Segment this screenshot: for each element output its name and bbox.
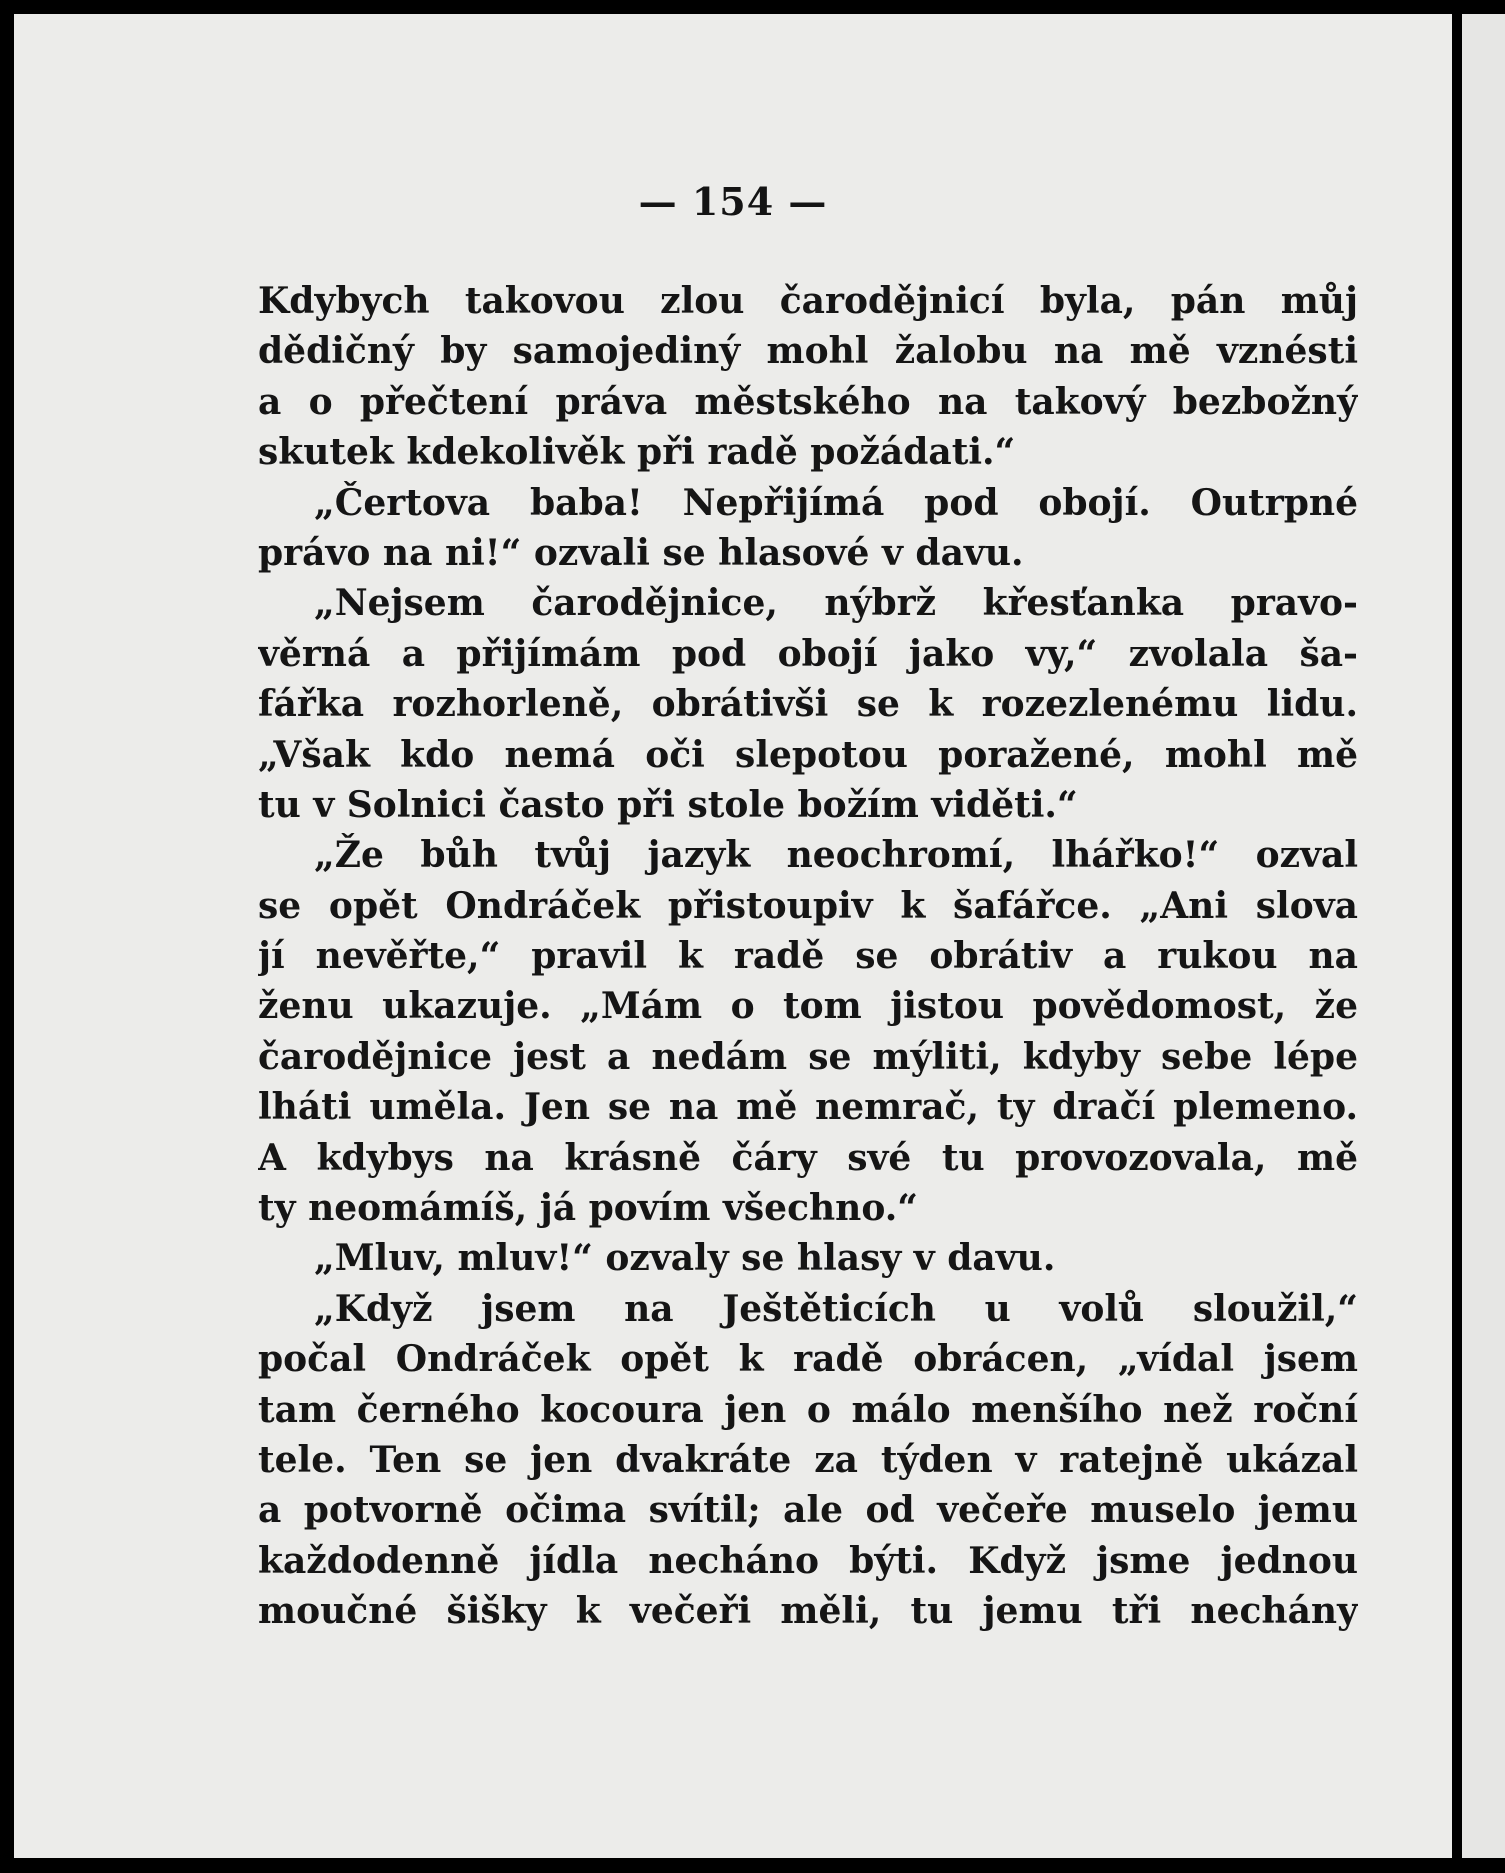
adjacent-page-edge <box>1462 14 1505 1858</box>
book-page <box>14 14 1452 1858</box>
text-line: „Čertova baba! Nepřijímá pod obojí. Outrpné <box>314 481 1358 524</box>
text-line: „Však kdo nemá oči slepotou poražené, mohl mě <box>258 733 1358 776</box>
page-text-block <box>258 276 1358 1637</box>
text-line: a potvorně očima svítil; ale od večeře muselo jemu <box>258 1489 1358 1532</box>
text-line: „Když jsem na Ještěticích u volů sloužil,“ <box>314 1287 1358 1330</box>
text-line: jí nevěřte,“ pravil k radě se obrátiv a rukou na <box>258 935 1358 978</box>
text-line: tam černého kocoura jen o málo menšího než roční <box>258 1388 1358 1431</box>
text-line: počal Ondráček opět k radě obrácen, „vídal jsem <box>258 1338 1358 1381</box>
text-line: věrná a přijímám pod obojí jako vy,“ zvolala ša- <box>258 632 1358 675</box>
text-line: lháti uměla. Jen se na mě nemrač, ty dračí plemeno. <box>258 1086 1358 1129</box>
page-number: — 154 — <box>638 179 828 224</box>
text-line: právo na ni!“ ozvali se hlasové v davu. <box>258 531 1024 574</box>
text-line: ty neomámíš, já povím všechno.“ <box>258 1187 918 1230</box>
text-line: se opět Ondráček přistoupiv k šafářce. „Ani slova <box>258 884 1358 927</box>
text-line: „Nejsem čarodějnice, nýbrž křesťanka pravo- <box>314 582 1358 625</box>
text-line: moučné šišky k večeři měli, tu jemu tři nechány <box>258 1590 1358 1633</box>
text-line: dědičný by samojediný mohl žalobu na mě vznésti <box>258 330 1358 373</box>
text-line: tu v Solnici často při stole božím viděti.“ <box>258 783 1078 826</box>
text-line: „Že bůh tvůj jazyk neochromí, lhářko!“ ozval <box>314 834 1358 877</box>
text-line: Kdybych takovou zlou čarodějnicí byla, pán můj <box>258 280 1358 322</box>
text-line: „Mluv, mluv!“ ozvaly se hlasy v davu. <box>314 1237 1056 1280</box>
text-line: a o přečtení práva městského na takový bezbožný <box>258 380 1358 423</box>
text-line: skutek kdekolivěk při radě požádati.“ <box>258 431 1016 474</box>
text-line: A kdybys na krásně čáry své tu provozovala, mě <box>258 1136 1358 1179</box>
text-line: ženu ukazuje. „Mám o tom jistou povědomost, že <box>258 985 1358 1028</box>
text-line: každodenně jídla necháno býti. Když jsme jednou <box>258 1539 1358 1582</box>
text-line: fářka rozhorleně, obrátivši se k rozezlenému lidu. <box>258 683 1358 726</box>
text-line: čarodějnice jest a nedám se mýliti, kdyby sebe lépe <box>258 1035 1358 1078</box>
text-line: tele. Ten se jen dvakráte za týden v ratejně ukázal <box>258 1438 1358 1481</box>
